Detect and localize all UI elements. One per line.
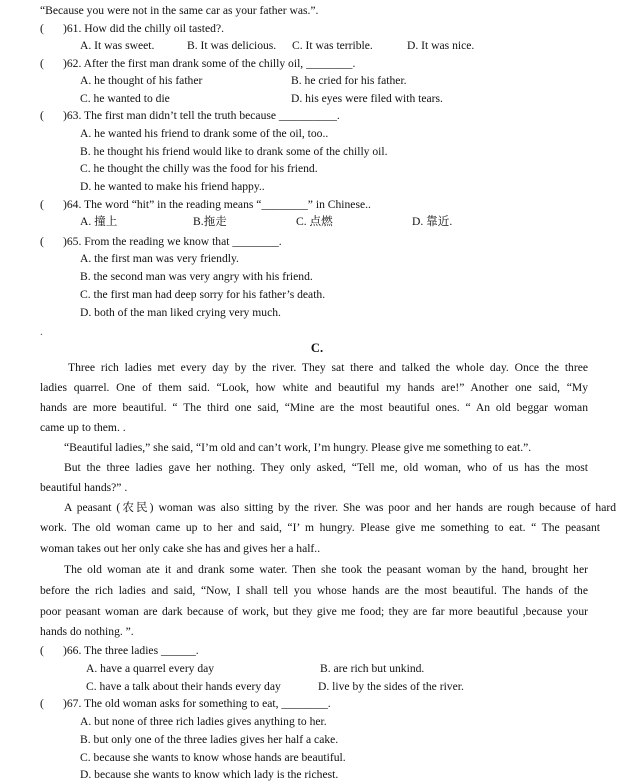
question-64-stem: )64. The word “hit” in the reading means “________” in Chinese..	[63, 198, 371, 211]
question-67-stem: )67. The old woman asks for something to eat, ________.	[63, 697, 331, 710]
answer-paren: (	[40, 109, 44, 122]
q65-option-a: A. the first man was very friendly.	[80, 252, 239, 265]
passage-line-5: “Beautiful ladies,” she said, “I’m old and can’t work, I’m hungry. Please give me something to eat.”.	[64, 441, 532, 454]
passage-line-4: came up to them. .	[40, 421, 126, 434]
answer-paren: (	[40, 22, 44, 35]
q61-option-c: C. It was terrible.	[292, 39, 373, 52]
q64-option-b: B.拖走	[193, 215, 227, 228]
passage-line-14: hands do nothing. ”.	[40, 625, 134, 638]
question-62-stem: )62. After the first man drank some of the chilly oil, ________.	[63, 57, 356, 70]
question-61-stem: )61. How did the chilly oil tasted?.	[63, 22, 224, 35]
passage-line-9: work. The old woman came up to her and said, “I’ m hungry. Please give me something to eat. “ The peasant	[40, 521, 600, 534]
q67-option-d: D. because she wants to know which lady is the richest.	[80, 768, 339, 781]
q67-option-a: A. but none of three rich ladies gives anything to her.	[80, 715, 327, 728]
q64-option-c: C. 点燃	[296, 215, 333, 228]
q64-option-d: D. 靠近.	[412, 215, 453, 228]
q67-option-c: C. because she wants to know whose hands are beautiful.	[80, 751, 346, 764]
answer-paren: (	[40, 644, 44, 657]
question-63-stem: )63. The first man didn’t tell the truth because __________.	[63, 109, 340, 122]
passage-line-10: woman takes out her only cake she has and gives her a half..	[40, 542, 321, 555]
q62-option-d: D. his eyes were filed with tears.	[291, 92, 443, 105]
passage-line-11: The old woman ate it and drank some water. Then she took the peasant woman by the hand, brought her	[64, 563, 588, 576]
passage-line-8: A peasant (农民) woman was also sitting by the river. She was poor and her hands are rough because of hard	[64, 501, 616, 514]
q66-option-b: B. are rich but unkind.	[320, 662, 425, 675]
answer-paren: (	[40, 697, 44, 710]
q63-option-b: B. he thought his friend would like to drank some of the chilly oil.	[80, 145, 388, 158]
q61-option-d: D. It was nice.	[407, 39, 475, 52]
q64-option-a: A. 撞上	[80, 215, 118, 228]
answer-paren: (	[40, 235, 44, 248]
q61-option-b: B. It was delicious.	[187, 39, 277, 52]
question-65-stem: )65. From the reading we know that ________.	[63, 235, 282, 248]
answer-paren: (	[40, 57, 44, 70]
q65-option-c: C. the first man had deep sorry for his father’s death.	[80, 288, 326, 301]
passage-line-7: beautiful hands?” .	[40, 481, 128, 494]
q66-option-c: C. have a talk about their hands every day	[86, 680, 281, 693]
q65-option-b: B. the second man was very angry with his friend.	[80, 270, 313, 283]
q66-option-a: A. have a quarrel every day	[86, 662, 215, 675]
answer-paren: (	[40, 198, 44, 211]
question-66-stem: )66. The three ladies ______.	[63, 644, 199, 657]
q63-option-c: C. he thought the chilly was the food for his friend.	[80, 162, 318, 175]
section-title: C.	[310, 341, 324, 355]
q62-option-b: B. he cried for his father.	[291, 74, 407, 87]
passage-line-3: hands are more beautiful. “ The third one said, “Mine are the most beautiful ones. “ An old beggar woman	[40, 401, 588, 414]
passage-line-13: poor peasant woman are dark because of work, but they give me food; they are far more beautiful ,because your	[40, 605, 588, 618]
q62-option-a: A. he thought of his father	[80, 74, 203, 87]
q66-option-d: D. live by the sides of the river.	[318, 680, 464, 693]
q65-option-d: D. both of the man liked crying very much.	[80, 306, 281, 319]
q63-option-d: D. he wanted to make his friend happy..	[80, 180, 265, 193]
q61-option-a: A. It was sweet.	[80, 39, 155, 52]
passage-line-6: But the three ladies gave her nothing. They only asked, “Tell me, old woman, who of us has the most	[64, 461, 588, 474]
blank-line-mark: .	[40, 325, 43, 338]
q67-option-b: B. but only one of the three ladies gives her half a cake.	[80, 733, 339, 746]
passage-line-1: Three rich ladies met every day by the river. They sat there and talked the whole day. Once the three	[68, 361, 588, 374]
intro-line: “Because you were not in the same car as your father was.”.	[40, 4, 319, 17]
q62-option-c: C. he wanted to die	[80, 92, 170, 105]
passage-line-12: before the rich ladies and said, “Now, I shall tell you whose hands are the most beautiful. The hands of the	[40, 584, 588, 597]
passage-line-2: ladies quarrel. One of them said. “Look, how white and beautiful my hands are!” Another one said, “My	[40, 381, 588, 394]
q63-option-a: A. he wanted his friend to drank some of the oil, too..	[80, 127, 329, 140]
